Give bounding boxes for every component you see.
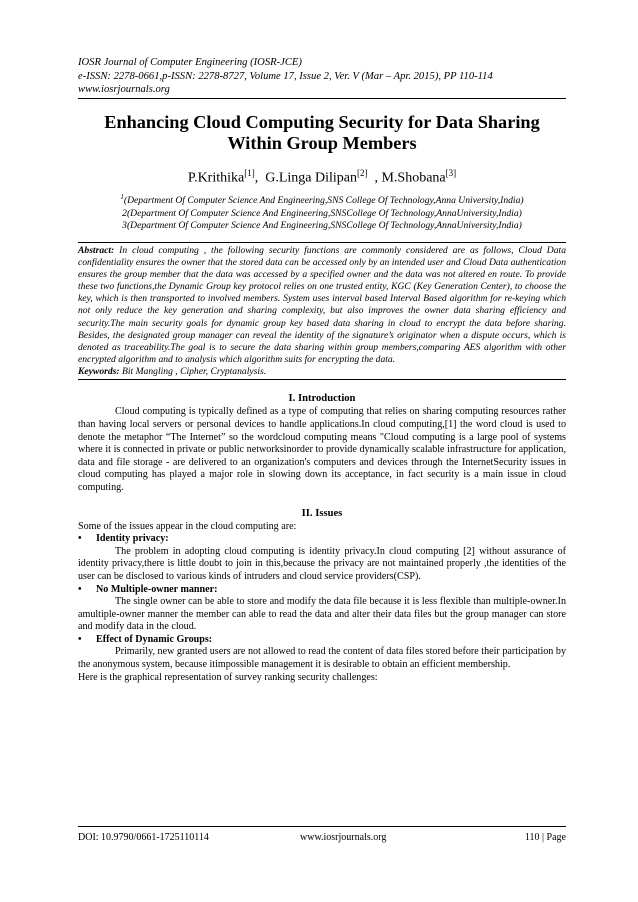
affiliation-num: 3 bbox=[122, 219, 127, 231]
keywords-text: Bit Mangling , Cipher, Cryptanalysis. bbox=[119, 365, 267, 377]
bullet-icon: • bbox=[78, 533, 82, 545]
author-ref: [3] bbox=[445, 167, 457, 178]
author-name: P.Krithika bbox=[187, 170, 245, 186]
author-name: G.Linga Dilipan bbox=[265, 170, 357, 186]
bullet-title: Effect of Dynamic Groups: bbox=[96, 633, 213, 645]
abstract-label: Abstract: bbox=[78, 244, 115, 256]
affiliation: 2(Department Of Computer Science And Engineering,SNSCollege Of Technology,AnnaUniversity,India) bbox=[122, 207, 522, 219]
bullet-icon: • bbox=[78, 583, 82, 595]
introduction-paragraph: Cloud computing is typically defined as a type of computing that relies on sharing computing resources rather than having local servers or personal devices to handle applications.In cloud computing,[1] the word cloud is used to denote the metaphor “The Internet” so the wordcloud computing means "Cloud computing is a large pool of systems where it is connected in private or public networksinorder to provide dynamically scalable infrastructure for application, data and file storage - are delivered to an organization's computers and devices through the InternetSecurity issues in cloud computing has played a major role in slowing down its acceptance, in fact security is a main issue in cloud computing. bbox=[78, 406, 566, 493]
closing-sentence: Here is the graphical representation of survey ranking security challenges: bbox=[78, 671, 378, 683]
bullet-title: Identity privacy: bbox=[96, 533, 169, 545]
abstract-divider-top bbox=[78, 242, 566, 243]
author-ref: [1] bbox=[244, 167, 255, 178]
affiliation: $^1$(Department Of Computer Science And Engineering,SNS College Of Technology,Anna University,India) bbox=[120, 193, 524, 207]
paper-title: Enhancing Cloud Computing Security for Data Sharing Within Group Members bbox=[104, 111, 540, 153]
section-heading-introduction: I. Introduction bbox=[288, 393, 356, 405]
bullet-paragraph: Primarily, new granted users are not allowed to read the content of data files stored before their participation by the anonymous system, because itimpossible management it is desirable to obtain an efficient membership. bbox=[78, 646, 566, 671]
issues-lead: Some of the issues appear in the cloud computing are: bbox=[78, 520, 297, 532]
section-heading-issues: II. Issues bbox=[301, 507, 343, 519]
bullet-item bbox=[78, 584, 566, 597]
page-footer bbox=[78, 826, 566, 843]
abstract bbox=[78, 245, 566, 366]
author-ref: [2] bbox=[356, 167, 368, 178]
bullet-title: No Multiple-owner manner: bbox=[96, 583, 218, 595]
abstract-divider-bottom bbox=[78, 379, 566, 380]
header-divider bbox=[78, 98, 566, 99]
keywords-label: Keywords: bbox=[78, 365, 120, 377]
bullet-paragraph: The problem in adopting cloud computing is identity privacy.In cloud computing [2] without assurance of identity privacy,there is little doubt to join in this,because the privacy are not maintained properly ,the identities of the user can be disclosed to various kinds of intruders and cloud service providers(CSP). bbox=[78, 545, 566, 582]
bullet-paragraph: The single owner can be able to store and modify the data file because it is less flexible than multiple-owner.In amultiple-owner manner the member can able to read the data and alter their data files but the group manager can store and modify data in the cloud. bbox=[78, 596, 566, 633]
footer-site: www.iosrjournals.org bbox=[300, 832, 387, 843]
abstract-text: In cloud computing , the following security functions are commonly considered are as follows, Cloud Data confidentiality ensures the owner that the stored data can be accessed only by an intended user and Cloud Data authentication ensures the group member that the data was accessed by a specified owner and the data was not altered en route. To provide these two functions,the Dynamic Group key protocol relies on one trusted entity, KGC (Key Generation Center), to choose the key, which is then transported to involved members. System uses interval based Interval Based algorithm for re-keying which not only reduce the key generation and sharing complexity, but also improves the owner data sharing efficiency and security.The main security goals for dynamic group key based data sharing in cloud to encrypt the data before sharing. Besides, the designated group manager can reveal the identity of the signature’s originator when a dispute occurs, which is denoted as traceability.The goal is to secure the data sharing within group members,comparing AES algorithm with other encrypted algorithm and to analysis which algorithm suits for encrypting the data. bbox=[78, 244, 566, 365]
bullet-icon: • bbox=[78, 633, 82, 645]
author-name: M.Shobana bbox=[381, 170, 446, 186]
author-list: P.Krithika[1], G.Linga Dilipan[2] , M.Shobana[3] bbox=[187, 167, 457, 186]
footer-page-number: 110 | Page bbox=[524, 832, 566, 843]
footer-doi: DOI: 10.9790/0661-1725110114 bbox=[78, 832, 209, 843]
affiliation-num: 2 bbox=[122, 207, 127, 219]
affiliation-num: 1 bbox=[120, 193, 124, 202]
paper-page bbox=[78, 56, 566, 684]
journal-header bbox=[78, 56, 566, 99]
journal-url: www.iosrjournals.org bbox=[78, 84, 170, 95]
keywords bbox=[78, 366, 566, 379]
affiliation: 3(Department Of Computer Science And Engineering,SNSCollege Of Technology,AnnaUniversity,India) bbox=[122, 219, 522, 231]
affiliations bbox=[78, 191, 566, 232]
journal-name: IOSR Journal of Computer Engineering (IOSR-JCE) bbox=[78, 57, 302, 68]
journal-issn: e-ISSN: 2278-0661,p-ISSN: 2278-8727, Volume 17, Issue 2, Ver. V (Mar – Apr. 2015), PP 110-114 bbox=[78, 70, 493, 82]
bullet-item bbox=[78, 533, 566, 546]
bullet-item bbox=[78, 634, 566, 647]
